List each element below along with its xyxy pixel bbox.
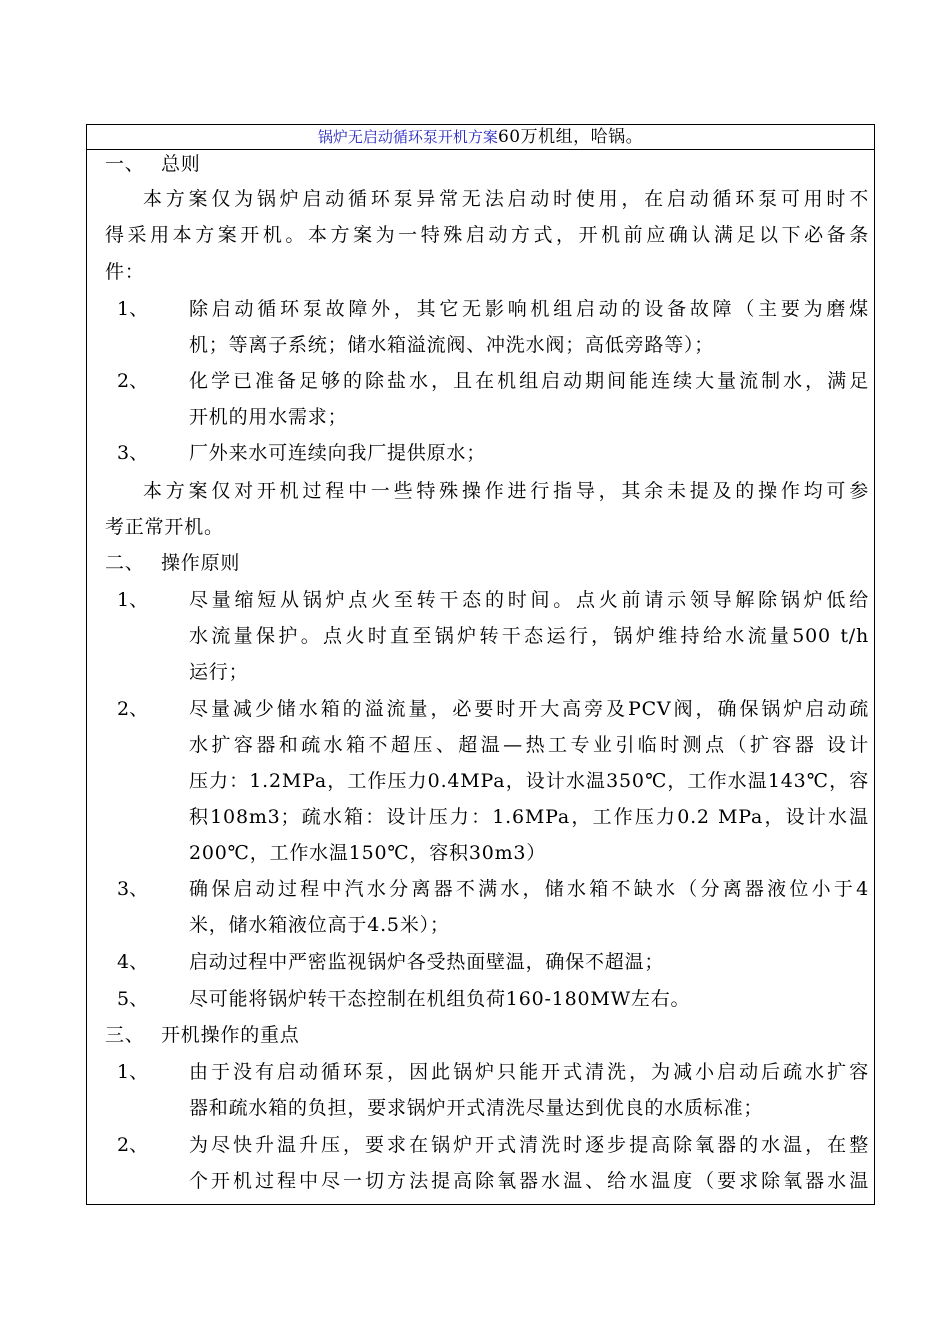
list-item-line: 为尽快升温升压，要求在锅炉开式清洗时逐步提高除氧器的水温，在整: [189, 1134, 869, 1156]
list-item-number: 5、: [117, 988, 149, 1010]
title-rest: 60万机组，哈锅。: [497, 127, 644, 147]
list-item-number: 4、: [117, 951, 149, 973]
document-title: [87, 125, 874, 150]
list-item-line: 积108m3；疏水箱：设计压力：1.6MPa，工作压力0.2 MPa，设计水温: [189, 806, 869, 828]
list-item-line: 尽量缩短从锅炉点火至转干态的时间。点火前请示领导解除锅炉低给: [189, 589, 869, 611]
list-item-line: 水扩容器和疏水箱不超压、超温—热工专业引临时测点（扩容器 设计: [189, 734, 869, 756]
section-heading-3: 三、 开机操作的重点: [105, 1024, 300, 1046]
list-item-line: 米，储水箱液位高于4.5米）；: [189, 914, 450, 936]
paragraph-line: 件：: [105, 261, 145, 283]
list-item-number: 2、: [117, 1134, 149, 1156]
document-frame: [86, 124, 875, 1205]
list-item-line: 器和疏水箱的负担，要求锅炉开式清洗尽量达到优良的水质标准；: [189, 1097, 764, 1119]
list-item-line: 尽可能将锅炉转干态控制在机组负荷160-180MW左右。: [189, 988, 691, 1010]
title-link[interactable]: 锅炉无启动循环泵开机方案: [317, 128, 498, 146]
list-item-line: 运行；: [189, 661, 249, 683]
list-item-number: 3、: [117, 878, 149, 900]
list-item-number: 1、: [117, 589, 149, 611]
list-item-number: 2、: [117, 698, 149, 720]
list-item-line: 200℃，工作水温150℃，容积30m3）: [189, 842, 547, 864]
paragraph-line: 得采用本方案开机。本方案为一特殊启动方式，开机前应确认满足以下必备条: [105, 224, 869, 246]
section-heading-2: 二、 操作原则: [105, 552, 241, 574]
list-item-line: 开机的用水需求；: [189, 406, 348, 428]
section-heading-1: 一、 总则: [105, 153, 201, 175]
list-item-line: 由于没有启动循环泵，因此锅炉只能开式清洗，为减小启动后疏水扩容: [189, 1061, 869, 1083]
paragraph-line: 考正常开机。: [105, 516, 224, 538]
list-item-number: 1、: [117, 1061, 149, 1083]
list-item-line: 压力：1.2MPa，工作压力0.4MPa，设计水温350℃，工作水温143℃，容: [189, 770, 869, 792]
list-item-line: 尽量减少储水箱的溢流量，必要时开大高旁及PCV阀，确保锅炉启动疏: [189, 698, 869, 720]
list-item-line: 除启动循环泵故障外，其它无影响机组启动的设备故障（主要为磨煤: [189, 298, 869, 320]
list-item-line: 个开机过程中尽一切方法提高除氧器水温、给水温度（要求除氧器水温: [189, 1170, 869, 1192]
paragraph-line: 本方案仅为锅炉启动循环泵异常无法启动时使用，在启动循环泵可用时不: [143, 188, 869, 210]
list-item-line: 机；等离子系统；储水箱溢流阀、冲洗水阀；高低旁路等）；: [189, 334, 715, 356]
list-item-line: 启动过程中严密监视锅炉各受热面壁温，确保不超温；: [189, 951, 665, 973]
list-item-number: 3、: [117, 442, 149, 464]
list-item-line: 确保启动过程中汽水分离器不满水，储水箱不缺水（分离器液位小于4: [189, 878, 869, 900]
list-item-number: 2、: [117, 370, 149, 392]
list-item-line: 厂外来水可连续向我厂提供原水；: [189, 442, 487, 464]
list-item-number: 1、: [117, 298, 149, 320]
paragraph-line: 本方案仅对开机过程中一些特殊操作进行指导，其余未提及的操作均可参: [143, 480, 869, 502]
list-item-line: 水流量保护。点火时直至锅炉转干态运行，锅炉维持给水流量500 t/h: [189, 625, 869, 647]
list-item-line: 化学已准备足够的除盐水，且在机组启动期间能连续大量流制水，满足: [189, 370, 869, 392]
